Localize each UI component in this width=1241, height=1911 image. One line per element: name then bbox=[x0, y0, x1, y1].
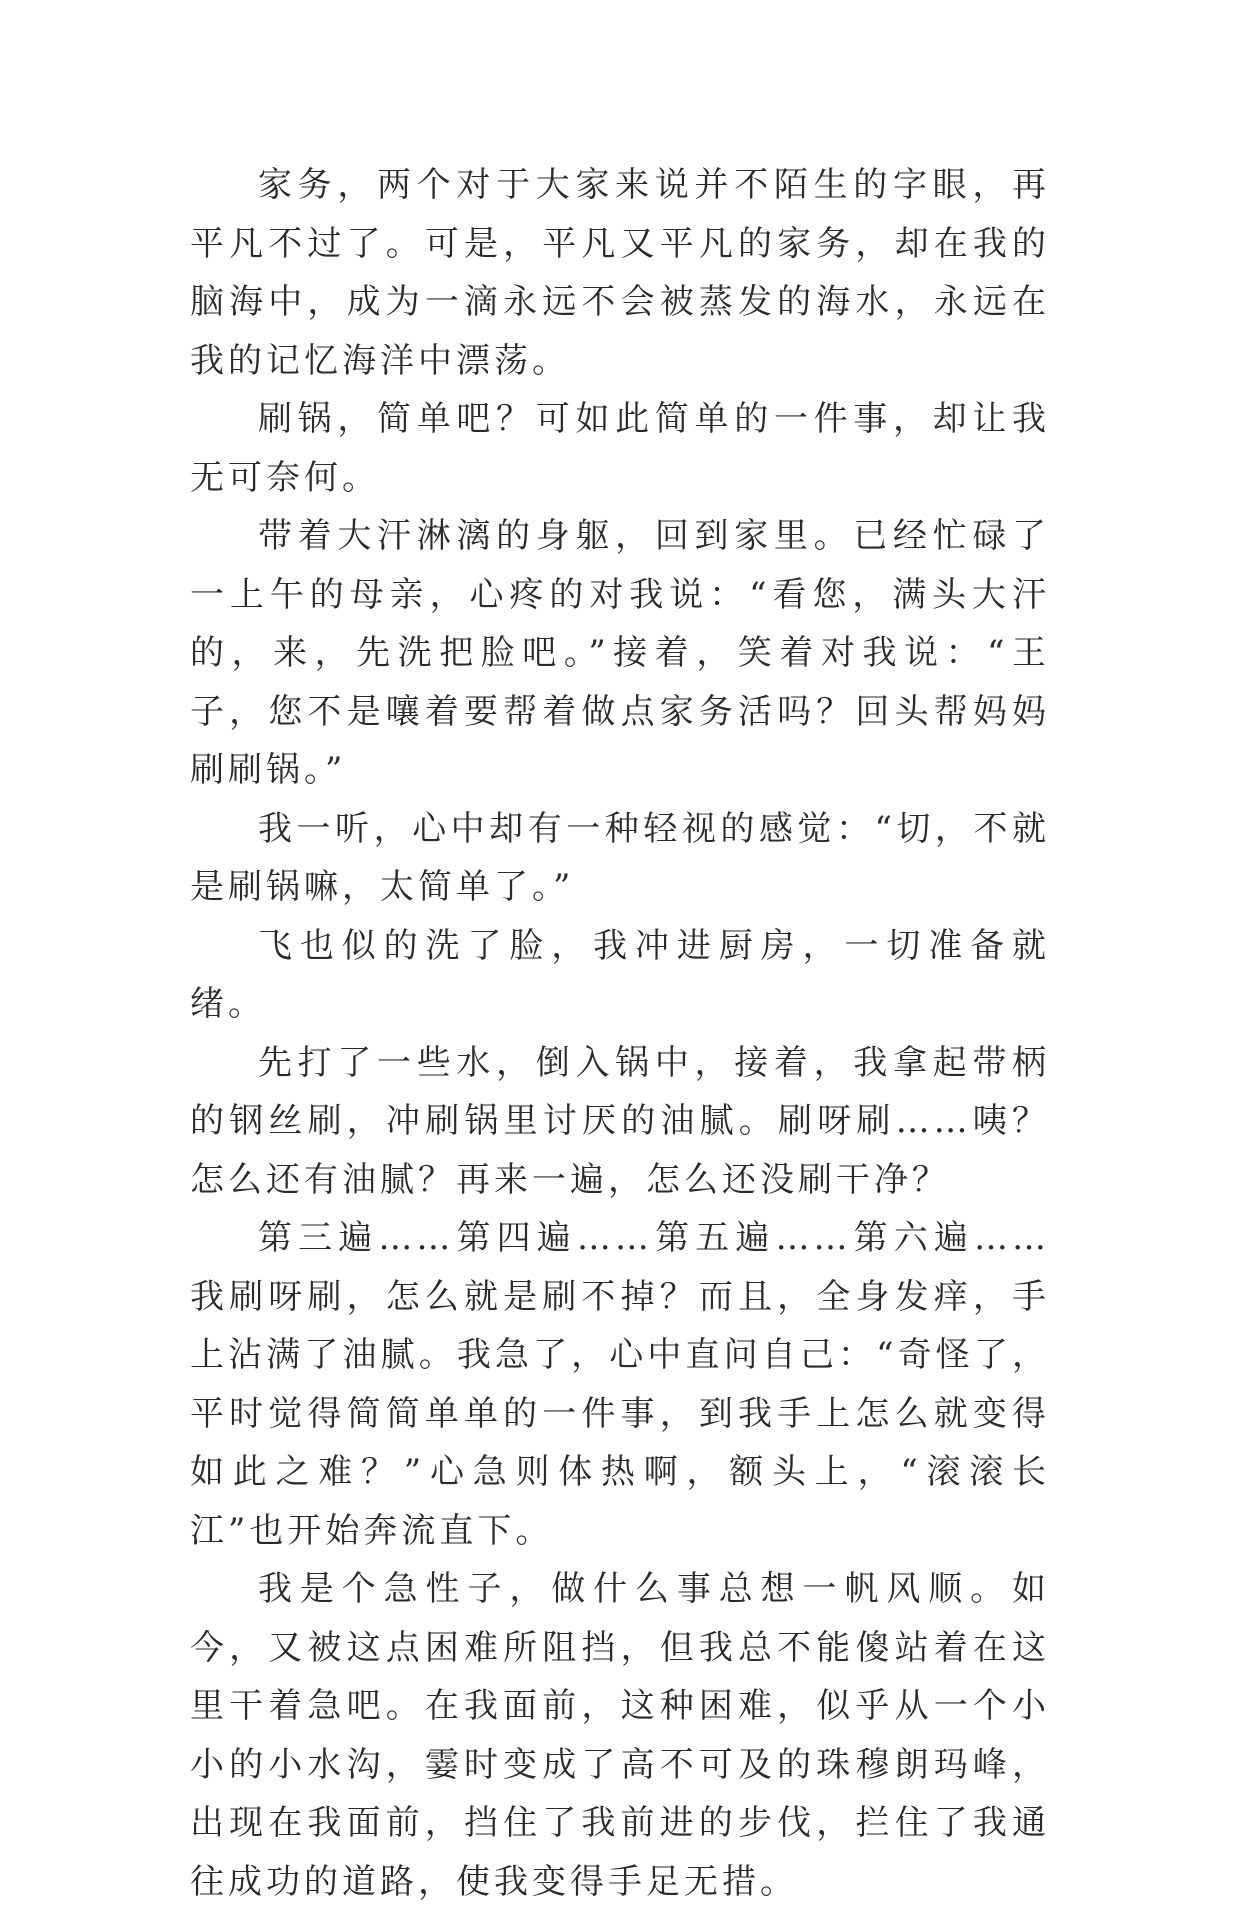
paragraph-4: 我一听，心中却有一种轻视的感觉：“切，不就是刷锅嘛，太简单了。” bbox=[190, 808, 1050, 907]
paragraph-7: 第三遍……第四遍……第五遍……第六遍……我刷呀刷，怎么就是刷不掉？而且，全身发痒，手上沾满了油腻。我急了，心中直问自己：“奇怪了，平时觉得简简单单的一件事，到我手上怎么就变得如此之难？”心急则体热啊，额头上，“滚滚长江”也开始奔流直下。 bbox=[190, 1218, 1050, 1551]
paragraph-6: 先打了一些水，倒入锅中，接着，我拿起带柄的钢丝刷，冲刷锅里讨厌的油腻。刷呀刷……咦？怎么还有油腻？再来一遍，怎么还没刷干净？ bbox=[190, 1042, 1050, 1200]
document-body bbox=[190, 156, 1050, 1911]
paragraph-3: 带着大汗淋漓的身躯，回到家里。已经忙碌了一上午的母亲，心疼的对我说：“看您，满头大汗的，来，先洗把脸吧。”接着，笑着对我说：“王子，您不是嚷着要帮着做点家务活吗？回头帮妈妈刷刷锅。” bbox=[190, 516, 1050, 790]
paragraph-1: 家务，两个对于大家来说并不陌生的字眼，再平凡不过了。可是，平凡又平凡的家务，却在我的脑海中，成为一滴永远不会被蒸发的海水，永远在我的记忆海洋中漂荡。 bbox=[190, 165, 1050, 381]
paragraph-2: 刷锅，简单吧？可如此简单的一件事，却让我无可奈何。 bbox=[190, 399, 1050, 498]
paragraph-8: 我是个急性子，做什么事总想一帆风顺。如今，又被这点困难所阻挡，但我总不能傻站着在这里干着急吧。在我面前，这种困难，似乎从一个小小的小水沟，霎时变成了高不可及的珠穆朗玛峰，出现在我面前，挡住了我前进的步伐，拦住了我通往成功的道路，使我变得手足无措。 bbox=[190, 1569, 1050, 1902]
paragraph-5: 飞也似的洗了脸，我冲进厨房，一切准备就绪。 bbox=[190, 925, 1050, 1024]
